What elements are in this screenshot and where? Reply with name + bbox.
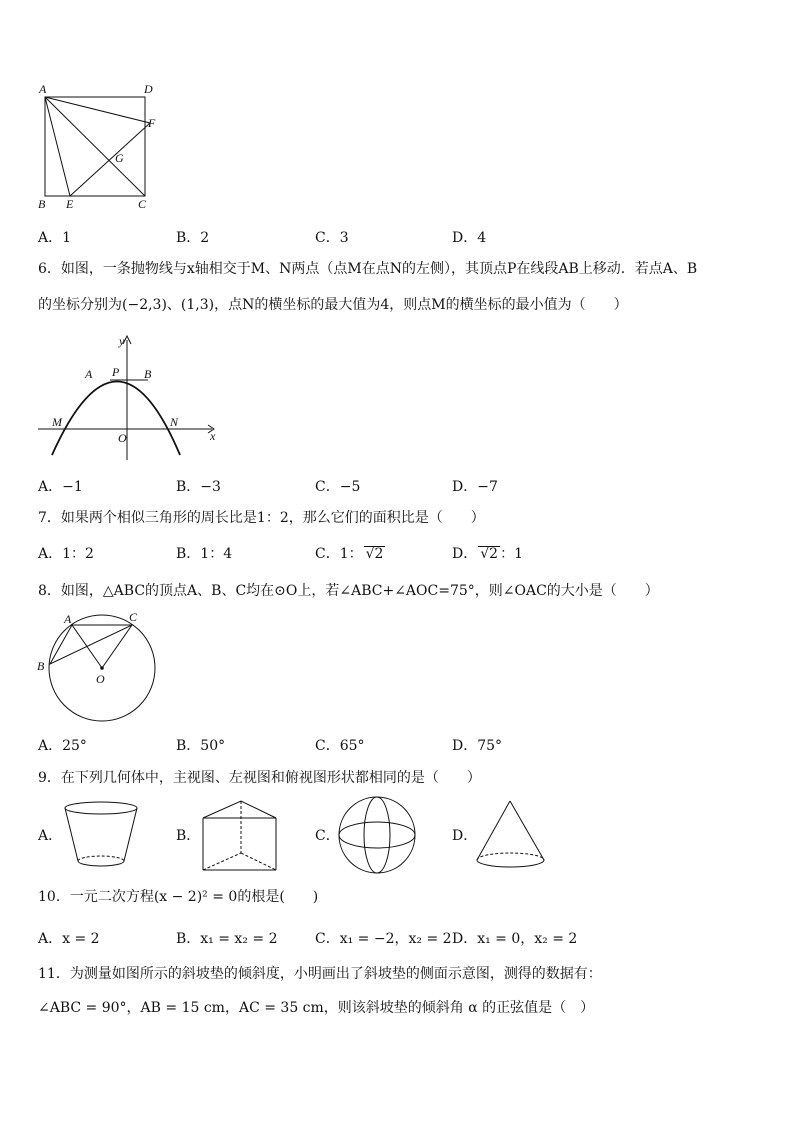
q7-option-c <box>315 544 385 564</box>
q8-option-d: D．75° <box>452 738 503 754</box>
q10-option-c: C．x₁ = −2，x₂ = 2 <box>315 931 452 947</box>
label-B: B <box>37 659 45 673</box>
q7-option-d-suffix: ：1 <box>500 546 523 562</box>
q9-option-b: B． <box>176 828 201 844</box>
q9-option-a: A． <box>38 828 63 844</box>
q10-stem: 10．一元二次方程(x − 2)² = 0的根是( ) <box>38 889 319 905</box>
q10-option-b: B．x₁ = x₂ = 2 <box>176 931 278 947</box>
q7-option-c-prefix: C．1： <box>315 546 363 562</box>
q8-option-c: C．65° <box>315 738 365 754</box>
q7-option-d-sqrt: √2 <box>480 546 499 562</box>
q6-option-a: A．−1 <box>38 479 83 495</box>
q6-stem-line1: 6．如图，一条抛物线与x轴相交于M、N两点（点M在点N的左侧），其顶点P在线段AB上移动．若点A、B <box>38 261 698 277</box>
label-O: O <box>118 431 127 445</box>
q7-option-c-radicand: 2 <box>374 546 384 562</box>
cone-figure <box>472 798 550 874</box>
q11-stem-line2: ∠ABC = 90°，AB = 15 cm，AC = 35 cm，则该斜坡垫的倾斜角 α 的正弦值是（ ） <box>38 1000 595 1016</box>
q5-option-a: A．1 <box>38 230 72 246</box>
label-x: x <box>210 429 216 443</box>
q6-option-b: B．−3 <box>176 479 221 495</box>
label-C: C <box>129 610 138 624</box>
prism-figure <box>198 798 280 874</box>
q7-option-a: A．1：2 <box>38 546 94 562</box>
label-y: y <box>119 334 125 348</box>
q9-option-c: C． <box>315 828 340 844</box>
q8-option-b: B．50° <box>176 738 226 754</box>
parabola-figure <box>30 330 230 465</box>
q7-option-c-sqrt: √2 <box>365 546 384 562</box>
label-D: D <box>144 82 153 96</box>
q9-stem: 9．在下列几何体中，主视图、左视图和俯视图形状都相同的是（ ） <box>38 770 481 786</box>
sphere-figure <box>336 796 418 874</box>
label-E: E <box>66 197 74 211</box>
label-C: C <box>138 197 147 211</box>
q5-option-c: C．3 <box>315 230 349 246</box>
q7-stem: 7．如果两个相似三角形的周长比是1：2，那么它们的面积比是（ ） <box>38 510 485 526</box>
circle-figure <box>30 608 170 728</box>
label-B: B <box>144 367 152 381</box>
q5-option-d: D．4 <box>452 230 487 246</box>
label-O: O <box>96 672 105 686</box>
q9-option-d: D． <box>452 828 478 844</box>
label-A: A <box>39 82 47 96</box>
q5-option-b: B．2 <box>176 230 210 246</box>
label-M: M <box>52 415 62 429</box>
q6-option-c: C．−5 <box>315 479 361 495</box>
label-G: G <box>115 151 124 165</box>
label-F: F <box>148 116 156 130</box>
q7-option-d-radicand: 2 <box>489 546 499 562</box>
q6-stem-line2: 的坐标分别为(−2,3)、(1,3)，点N的横坐标的最大值为4，则点M的横坐标的最小值为（ ） <box>38 297 628 313</box>
q7-option-b: B．1：4 <box>176 546 233 562</box>
label-A: A <box>64 612 72 626</box>
q8-option-a: A．25° <box>38 738 87 754</box>
q10-option-a: A．x = 2 <box>38 931 100 947</box>
label-N: N <box>170 415 179 429</box>
q7-option-d-prefix: D． <box>452 546 478 562</box>
label-B: B <box>38 197 46 211</box>
q10-option-d: D．x₁ = 0，x₂ = 2 <box>452 931 578 947</box>
q6-option-d: D．−7 <box>452 479 498 495</box>
q11-stem-line1: 11．为测量如图所示的斜坡垫的倾斜度，小明画出了斜坡垫的侧面示意图，测得的数据有： <box>38 966 602 982</box>
q8-stem: 8．如图，△ABC的顶点A、B、C均在⊙O上，若∠ABC+∠AOC=75°，则∠OAC的大小是（ ） <box>38 583 659 599</box>
label-P: P <box>112 365 120 379</box>
label-A: A <box>85 367 93 381</box>
frustum-figure <box>60 798 144 874</box>
q7-option-d <box>452 544 523 564</box>
square-figure <box>30 80 170 212</box>
